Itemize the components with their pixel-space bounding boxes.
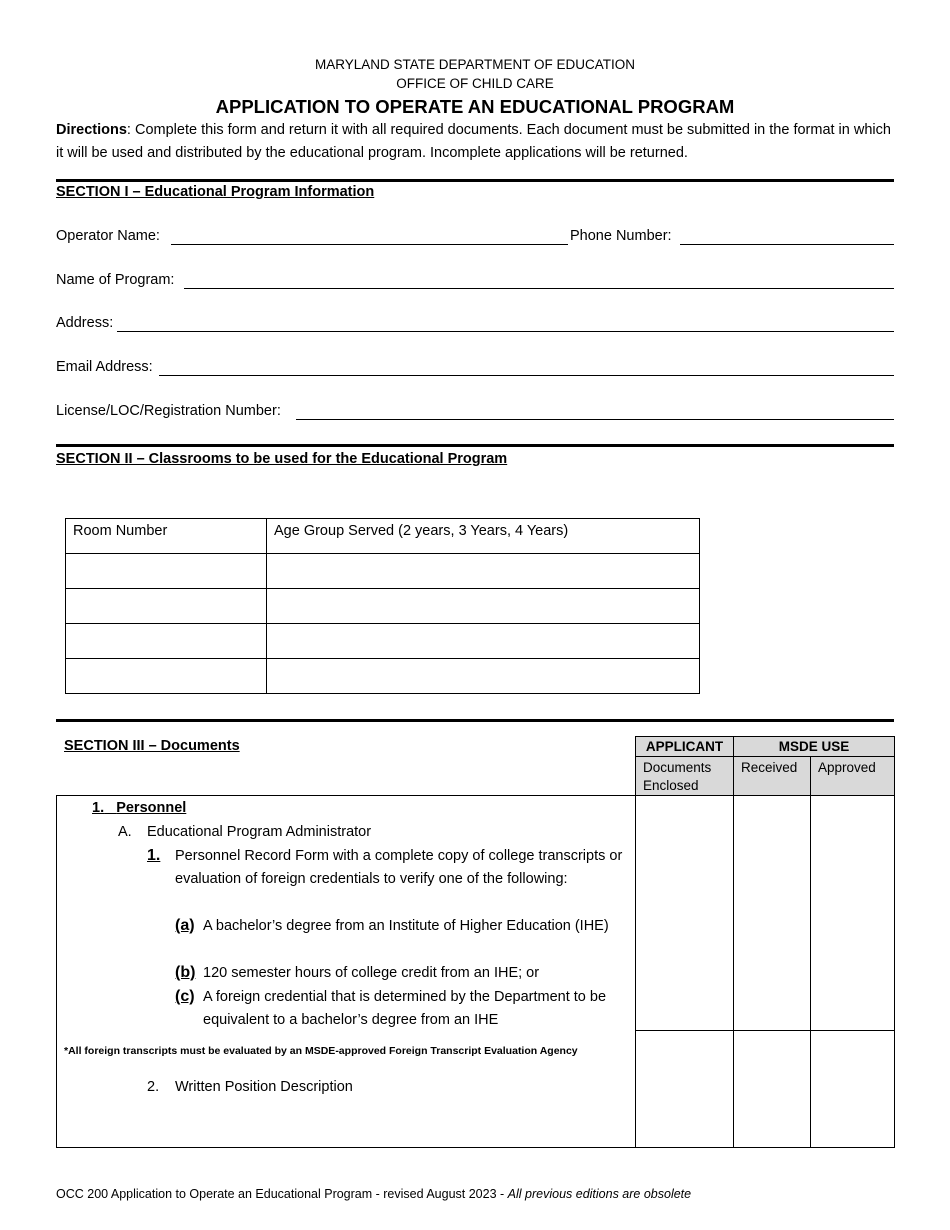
item2-text: Written Position Description — [175, 1079, 353, 1095]
age-group-cell[interactable] — [267, 659, 700, 694]
applicant-header: APPLICANT — [635, 736, 734, 757]
item1-number: 1. — [147, 847, 161, 864]
phone-number-label: Phone Number: — [570, 228, 672, 244]
documents-enclosed-cell[interactable] — [635, 1030, 734, 1148]
table-header-row — [66, 519, 700, 554]
directions-text: : Complete this form and return it with all required documents. Each document must be submitted in the format in which it will be used and distributed by the educational program. Incomplete applications will be returned. — [56, 122, 891, 161]
item1-text: Personnel Record Form with a complete copy of college transcripts or evaluation of foreign credentials to verify one of the following: — [175, 848, 623, 887]
sub-a-label: Educational Program Administrator — [147, 824, 372, 840]
operator-name-field[interactable] — [171, 244, 568, 245]
personnel-label: Personnel — [116, 800, 187, 816]
received-header: Received — [733, 756, 811, 796]
address-label: Address: — [56, 315, 114, 331]
option-c-text: A foreign credential that is determined by the Department to be equivalent to a bachelor’s degree from an IHE — [203, 989, 607, 1028]
option-a-label: (a) — [175, 917, 195, 934]
program-name-field[interactable] — [184, 288, 894, 289]
license-number-label: License/LOC/Registration Number: — [56, 403, 281, 419]
email-address-field[interactable] — [159, 375, 894, 376]
email-address-label: Email Address: — [56, 359, 153, 375]
approved-cell[interactable] — [810, 795, 895, 1031]
item2-number: 2. — [147, 1079, 160, 1095]
documents-enclosed-header: Documents Enclosed — [635, 756, 734, 796]
divider — [56, 719, 894, 722]
option-b-text: 120 semester hours of college credit from an IHE; or — [203, 965, 540, 981]
divider — [56, 444, 894, 447]
age-group-header: Age Group Served (2 years, 3 Years, 4 Years) — [267, 519, 700, 554]
divider — [56, 179, 894, 182]
age-group-cell[interactable] — [267, 589, 700, 624]
room-number-cell[interactable] — [66, 554, 267, 589]
section1-title: SECTION I – Educational Program Information — [56, 184, 375, 200]
approved-cell[interactable] — [810, 1030, 895, 1148]
footer — [56, 1187, 691, 1201]
msde-use-header: MSDE USE — [733, 736, 895, 757]
approved-header: Approved — [810, 756, 895, 796]
received-cell[interactable] — [733, 795, 811, 1031]
room-number-header: Room Number — [66, 519, 267, 554]
personnel-heading — [92, 797, 186, 820]
form-title: APPLICATION TO OPERATE AN EDUCATIONAL PROGRAM — [215, 96, 735, 117]
foreign-transcript-note: *All foreign transcripts must be evaluated by an MSDE-approved Foreign Transcript Evaluation Agency — [64, 1045, 578, 1057]
documents-enclosed-cell[interactable] — [635, 795, 734, 1031]
address-field[interactable] — [117, 331, 894, 332]
table-row — [66, 589, 700, 624]
section3-title: SECTION III – Documents — [64, 738, 240, 754]
room-number-cell[interactable] — [66, 624, 267, 659]
option-a-text: A bachelor’s degree from an Institute of Higher Education (IHE) — [203, 918, 609, 934]
directions-label: Directions — [56, 122, 127, 138]
personnel-number: 1. — [92, 800, 105, 816]
office-name: OFFICE OF CHILD CARE — [396, 76, 554, 91]
age-group-cell[interactable] — [267, 554, 700, 589]
table-row — [66, 624, 700, 659]
room-number-cell[interactable] — [66, 589, 267, 624]
section2-title: SECTION II – Classrooms to be used for the Educational Program — [56, 451, 508, 467]
program-name-label: Name of Program: — [56, 272, 175, 288]
sub-a-letter: A. — [118, 824, 132, 840]
footer-italic-note: All previous editions are obsolete — [507, 1187, 692, 1201]
option-b-label: (b) — [175, 964, 196, 981]
received-cell[interactable] — [733, 1030, 811, 1148]
operator-name-label: Operator Name: — [56, 228, 160, 244]
footer-text: OCC 200 Application to Operate an Educational Program - revised August 2023 - — [56, 1187, 508, 1201]
table-row — [66, 554, 700, 589]
directions — [56, 119, 894, 165]
age-group-cell[interactable] — [267, 624, 700, 659]
room-number-cell[interactable] — [66, 659, 267, 694]
table-row — [66, 659, 700, 694]
option-c-label: (c) — [175, 988, 195, 1005]
classrooms-table — [65, 518, 700, 694]
agency-name: MARYLAND STATE DEPARTMENT OF EDUCATION — [314, 57, 636, 72]
phone-number-field[interactable] — [680, 244, 894, 245]
license-number-field[interactable] — [296, 419, 894, 420]
